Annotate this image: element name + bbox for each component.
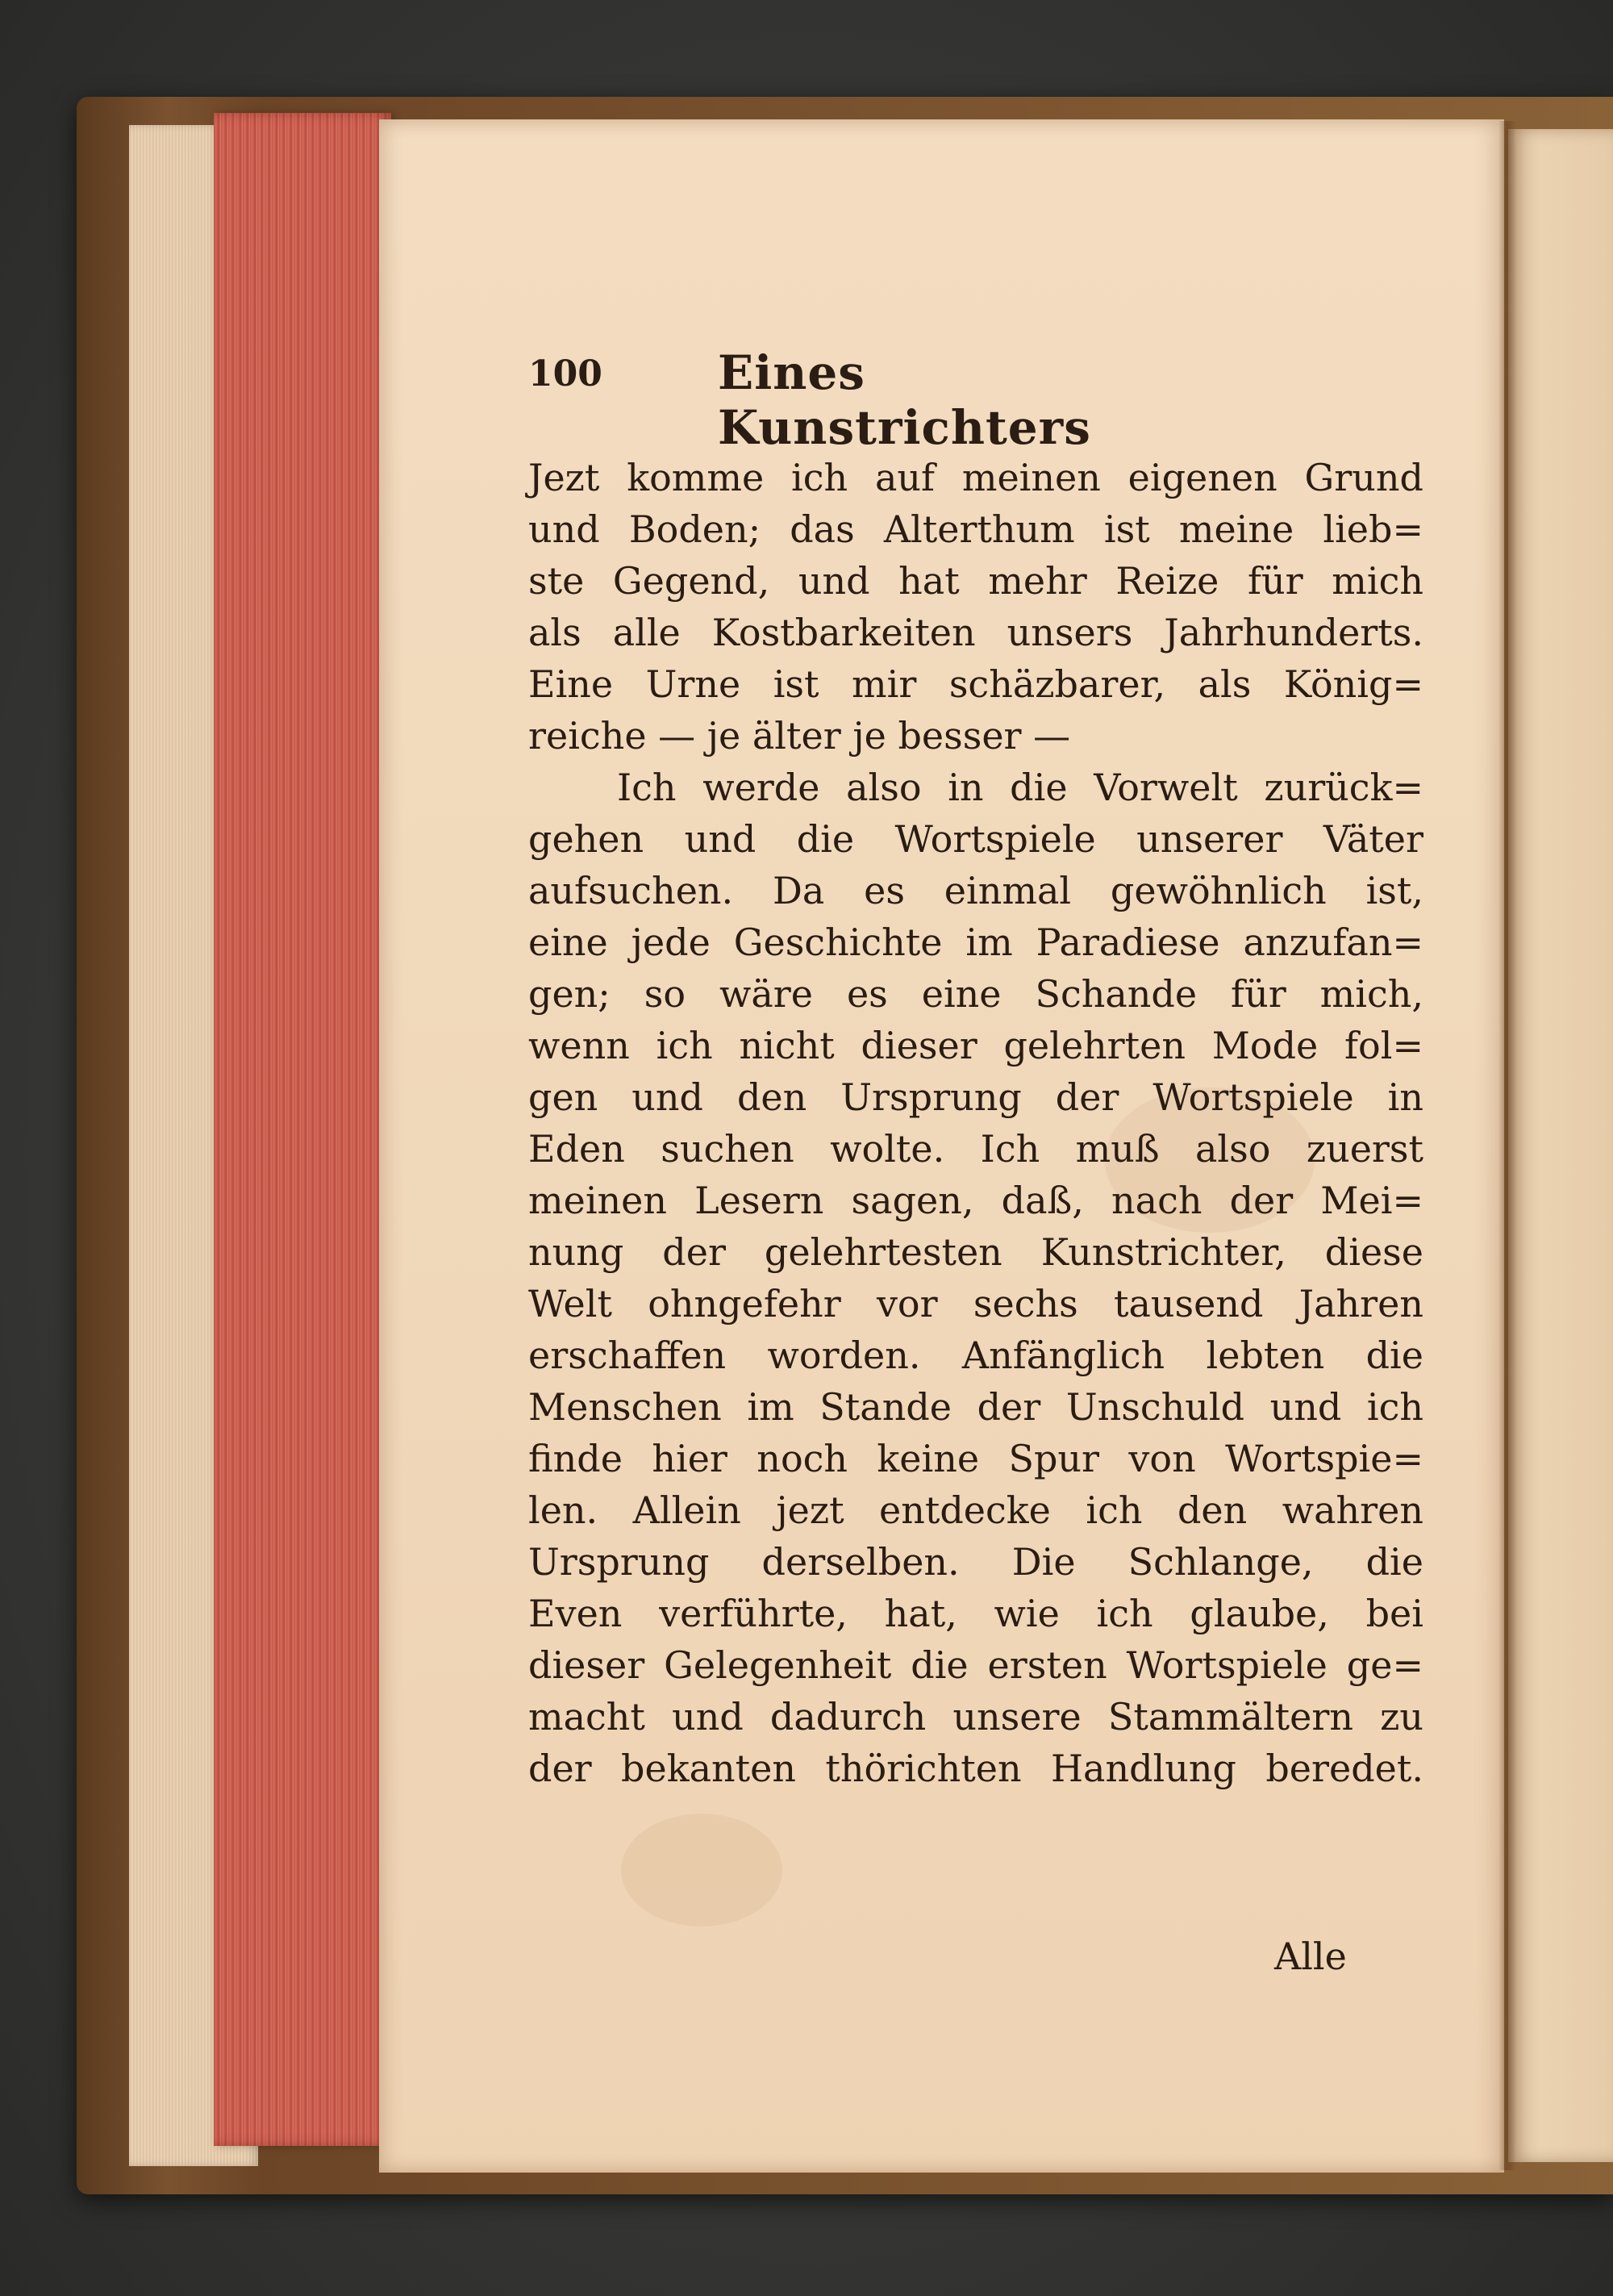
text-line: gen; so wäre es eine Schande für mich, bbox=[528, 972, 1423, 1016]
text-line: dieser Gelegenheit die ersten Wortspiele ge= bbox=[528, 1643, 1423, 1687]
text-line: der bekanten thörichten Handlung beredet. bbox=[528, 1747, 1423, 1790]
gutter-shadow bbox=[1498, 121, 1516, 2170]
text-line: Even verführte, hat, wie ich glaube, bei bbox=[528, 1592, 1423, 1635]
text-line: aufsuchen. Da es einmal gewöhnlich ist, bbox=[528, 869, 1423, 912]
red-page-edge bbox=[214, 113, 391, 2146]
text-line: meinen Lesern sagen, daß, nach der Mei= bbox=[528, 1179, 1423, 1222]
text-line: Jezt komme ich auf meinen eigenen Grund bbox=[528, 456, 1423, 499]
text-line: erschaffen worden. Anfänglich lebten die bbox=[528, 1334, 1423, 1377]
catchword: Alle bbox=[1274, 1935, 1347, 1978]
page-number: 100 bbox=[528, 353, 602, 394]
text-line: Ich werde also in die Vorwelt zurück= bbox=[617, 766, 1423, 809]
text-line: gehen und die Wortspiele unserer Väter bbox=[528, 817, 1423, 861]
text-line: Eine Urne ist mir schäzbarer, als König= bbox=[528, 662, 1423, 706]
text-line: len. Allein jezt entdecke ich den wahren bbox=[528, 1488, 1423, 1532]
text-line: wenn ich nicht dieser gelehrten Mode fol= bbox=[528, 1024, 1423, 1067]
running-title: Eines Kunstrichters bbox=[718, 345, 1091, 455]
text-line: reiche — je älter je besser — bbox=[528, 714, 1071, 758]
text-line: und Boden; das Alterthum ist meine lieb= bbox=[528, 507, 1423, 551]
text-line: als alle Kostbarkeiten unsers Jahrhunderts. bbox=[528, 611, 1423, 654]
facing-page bbox=[1508, 129, 1613, 2162]
body-text bbox=[528, 452, 1423, 1794]
text-line: ste Gegend, und hat mehr Reize für mich bbox=[528, 559, 1423, 603]
text-line: eine jede Geschichte im Paradiese anzufan= bbox=[528, 920, 1423, 964]
paper-stain bbox=[621, 1814, 782, 1927]
text-line: Ursprung derselben. Die Schlange, die bbox=[528, 1540, 1423, 1584]
text-line: Eden suchen wolte. Ich muß also zuerst bbox=[528, 1127, 1423, 1171]
text-line: nung der gelehrtesten Kunstrichter, diese bbox=[528, 1230, 1423, 1274]
text-line: finde hier noch keine Spur von Wortspie= bbox=[528, 1437, 1423, 1480]
text-line: gen und den Ursprung der Wortspiele in bbox=[528, 1075, 1423, 1119]
text-line: Menschen im Stande der Unschuld und ich bbox=[528, 1385, 1423, 1429]
running-head bbox=[528, 345, 1254, 455]
text-line: Welt ohngefehr vor sechs tausend Jahren bbox=[528, 1282, 1423, 1325]
text-line: macht und dadurch unsere Stammältern zu bbox=[528, 1695, 1423, 1739]
